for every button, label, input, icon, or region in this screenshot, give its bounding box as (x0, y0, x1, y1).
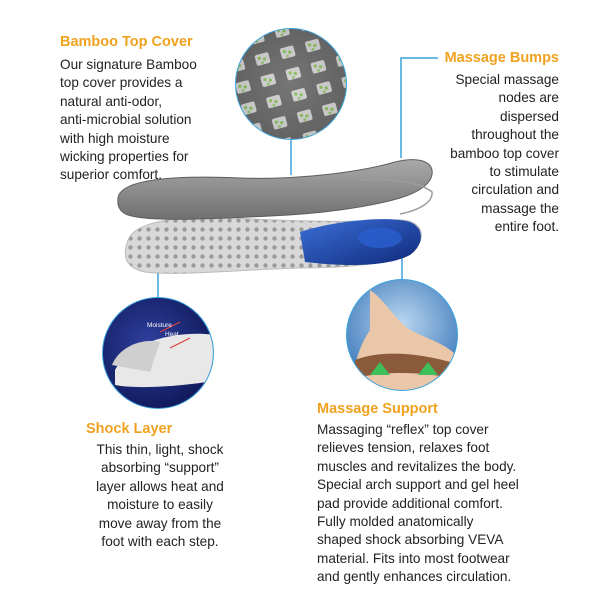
text-line: pad provide additional comfort. (317, 495, 503, 511)
text-line: Our signature Bamboo (60, 57, 197, 72)
text-line: circulation and (471, 182, 559, 198)
text-line: dispersed (500, 108, 559, 124)
text-line: superior comfort. (60, 167, 162, 183)
massage-support-heading: Massage Support (317, 401, 438, 417)
text-line: massage the (481, 200, 559, 216)
text-line: nodes are (498, 90, 559, 106)
text-line: with high moisture (60, 130, 170, 146)
text-line: move away from the (98, 515, 222, 531)
text-line: muscles and revitalizes the body. (317, 458, 517, 474)
massage-support-description (317, 421, 557, 587)
text-line: Special arch support and gel heel (317, 477, 519, 493)
massage-support-inset (340, 275, 465, 395)
text-line: shaped shock absorbing VEVA (317, 532, 504, 548)
text-line: top cover provides a (60, 75, 183, 91)
massage-bumps-description (410, 71, 559, 237)
text-line: absorbing “support” (101, 460, 219, 476)
text-line: wicking properties for (60, 149, 189, 165)
shock-layer-inset (100, 295, 220, 415)
text-line: Fully molded anatomically (317, 514, 474, 530)
text-line: Special massage (455, 72, 559, 87)
text-line: entire foot. (494, 219, 559, 235)
text-line: to stimulate (489, 164, 559, 180)
text-line: This thin, light, shock (96, 442, 224, 457)
text-line: Massaging “reflex” top cover (317, 422, 489, 437)
text-line: anti-microbial solution (60, 112, 192, 128)
shock-layer-heading: Shock Layer (86, 421, 173, 437)
text-line: relieves tension, relaxes foot (317, 440, 490, 456)
moisture-label: Moisture (147, 322, 172, 329)
text-line: layer allows heat and (96, 478, 224, 494)
text-line: natural anti-odor, (60, 93, 163, 109)
text-line: moisture to easily (107, 497, 213, 513)
massage-bumps-heading: Massage Bumps (444, 50, 559, 66)
shock-layer-description (80, 441, 240, 551)
heat-label: Heat (165, 331, 179, 338)
text-line: bamboo top cover (450, 145, 559, 161)
insole-bottom-layer (125, 217, 421, 273)
text-line: foot with each step. (101, 534, 219, 550)
text-line: material. Fits into most footwear (317, 550, 510, 566)
bamboo-top-cover-description (60, 56, 240, 185)
bamboo-top-cover-heading: Bamboo Top Cover (60, 34, 193, 50)
text-line: throughout the (471, 127, 559, 143)
text-line: and gently enhances circulation. (317, 569, 512, 585)
